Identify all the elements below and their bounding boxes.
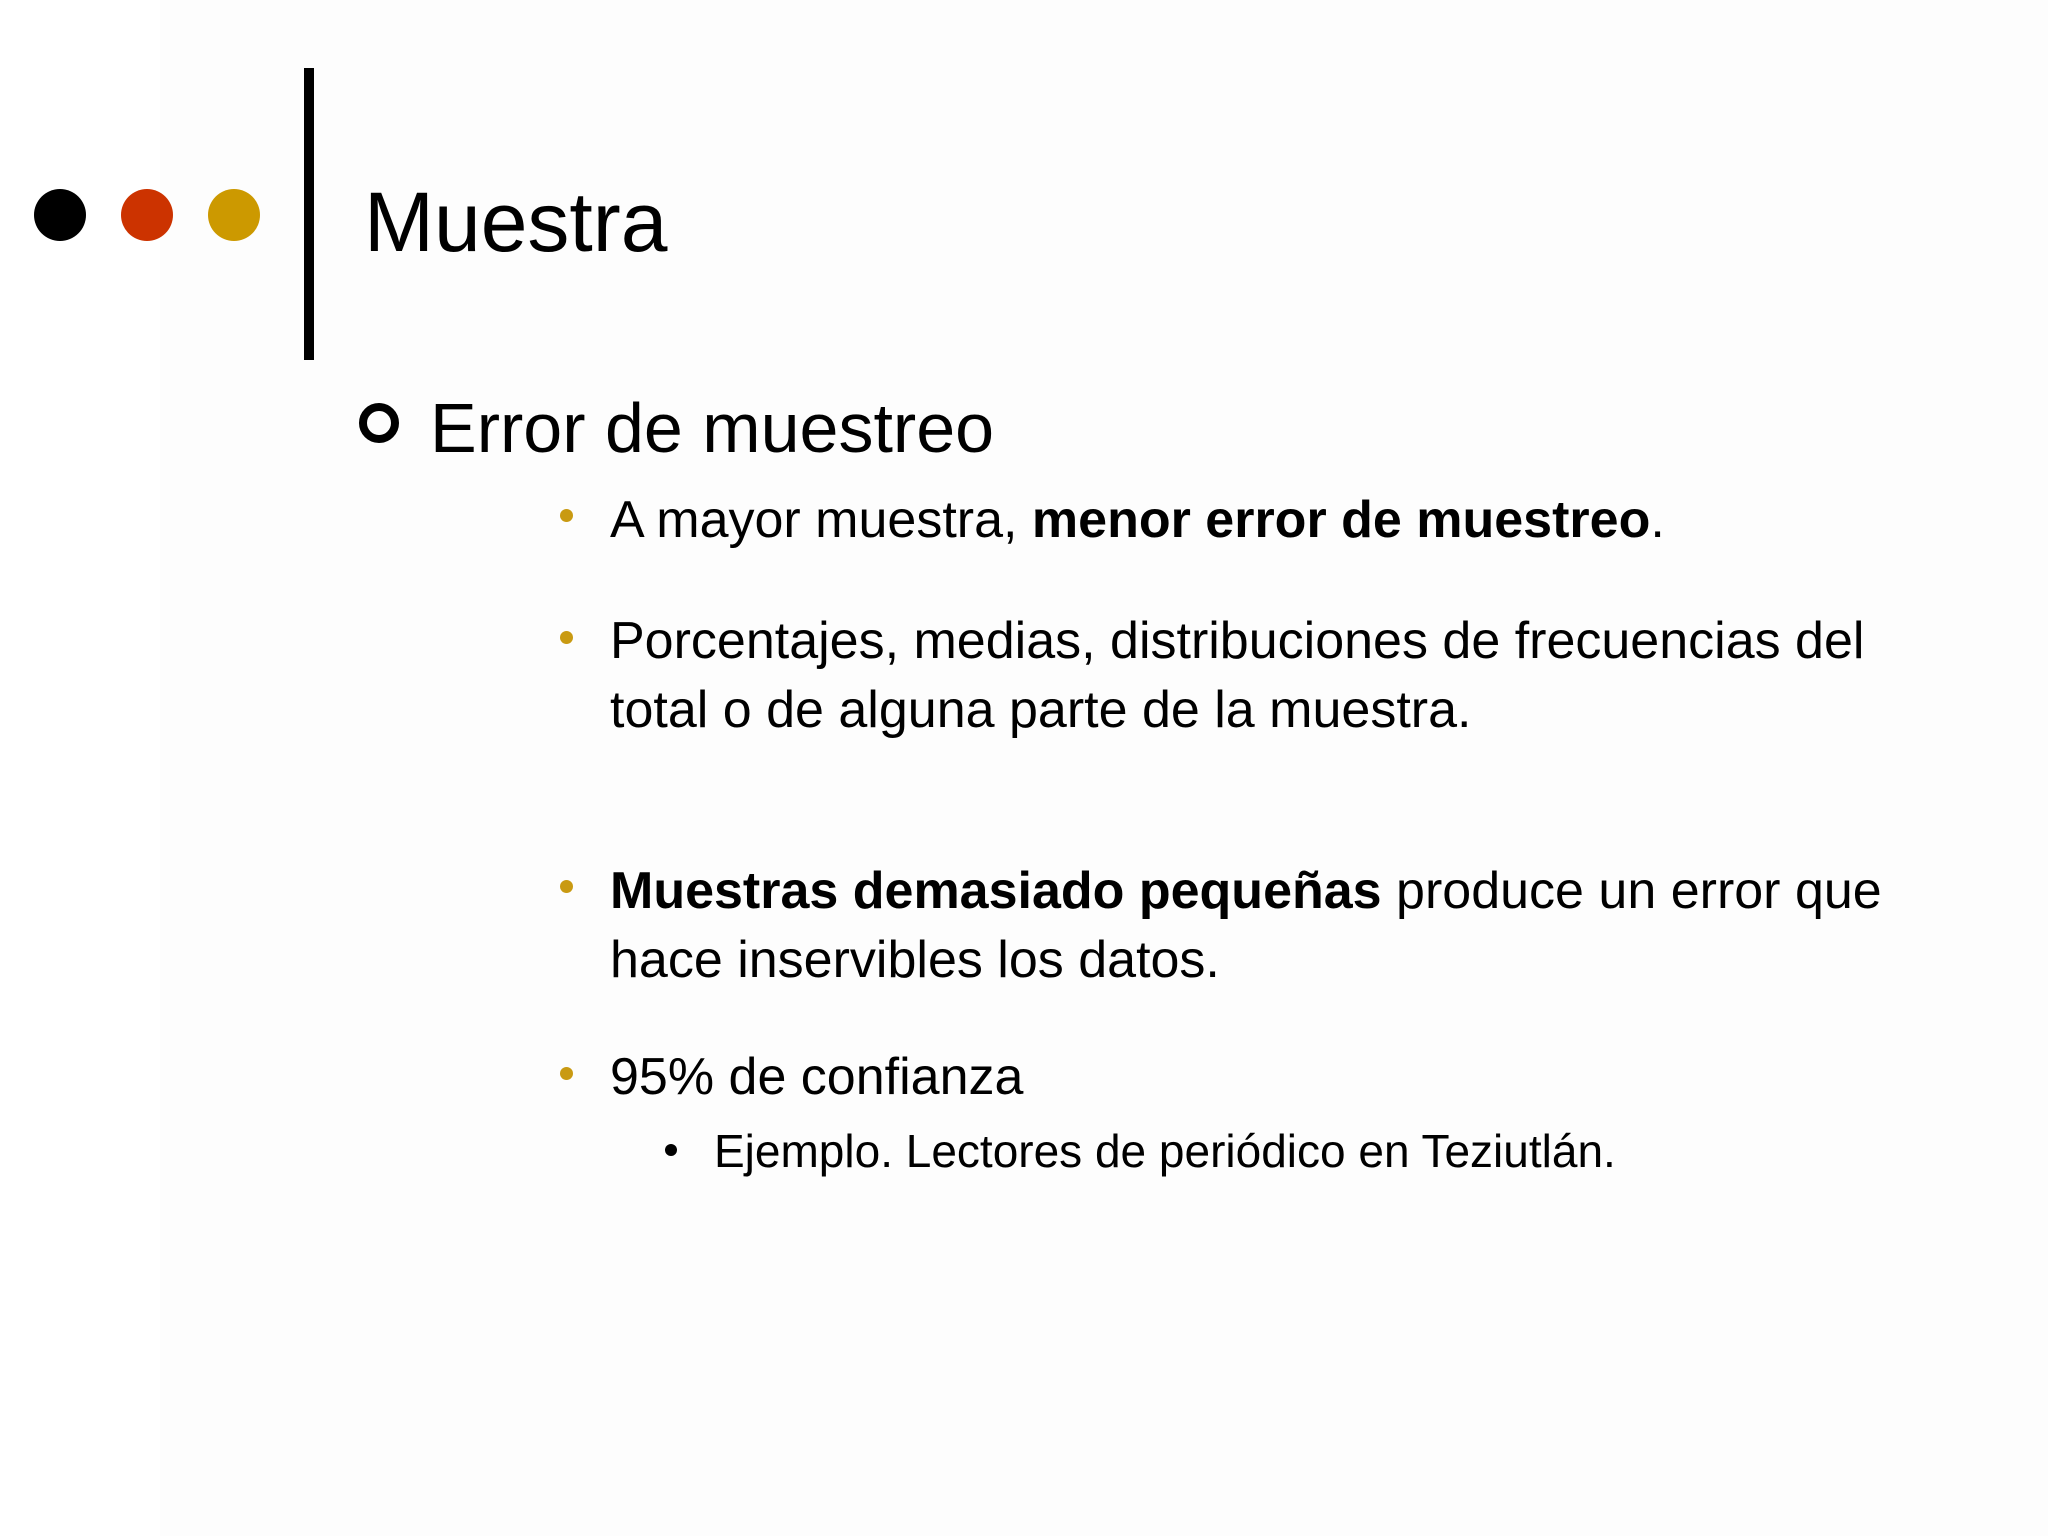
hollow-circle-bullet xyxy=(359,403,399,443)
gold-dot-decoration xyxy=(208,189,260,241)
gold-bullet-icon xyxy=(560,1067,573,1080)
black-dot-decoration xyxy=(34,189,86,241)
sub-bullet-ejemplo: Ejemplo. Lectores de periódico en Teziutlán. xyxy=(714,1125,1616,1177)
slide-title: Muestra xyxy=(364,175,668,269)
gold-bullet-icon xyxy=(560,631,573,644)
bullet-text: 95% de confianza xyxy=(610,1048,1024,1106)
gold-bullet-icon xyxy=(560,880,573,893)
bullet-text: produce un error que hace inservibles los datos. xyxy=(610,862,1882,989)
bullet-bold-text: menor error de muestreo xyxy=(1031,491,1651,549)
bullet-item-confianza xyxy=(610,1043,1910,1112)
bullet-item-porcentajes xyxy=(610,607,1910,745)
gold-bullet-icon xyxy=(560,509,573,522)
black-sub-bullet-icon xyxy=(665,1144,677,1156)
bullet-bold-text: Muestras demasiado pequeñas xyxy=(610,862,1382,920)
bullet-text: A mayor muestra, xyxy=(610,491,1032,549)
section-heading: Error de muestreo xyxy=(430,389,995,467)
bullet-text-end: . xyxy=(1650,491,1665,549)
bullet-text: Porcentajes, medias, distribuciones de frecuencias del total o de alguna parte de la muestra. xyxy=(610,612,1865,739)
red-dot-decoration xyxy=(121,189,173,241)
bullet-item-muestras-pequenas xyxy=(610,857,1910,995)
bullet-item-mayor-muestra xyxy=(610,486,1910,555)
title-divider xyxy=(304,68,314,360)
